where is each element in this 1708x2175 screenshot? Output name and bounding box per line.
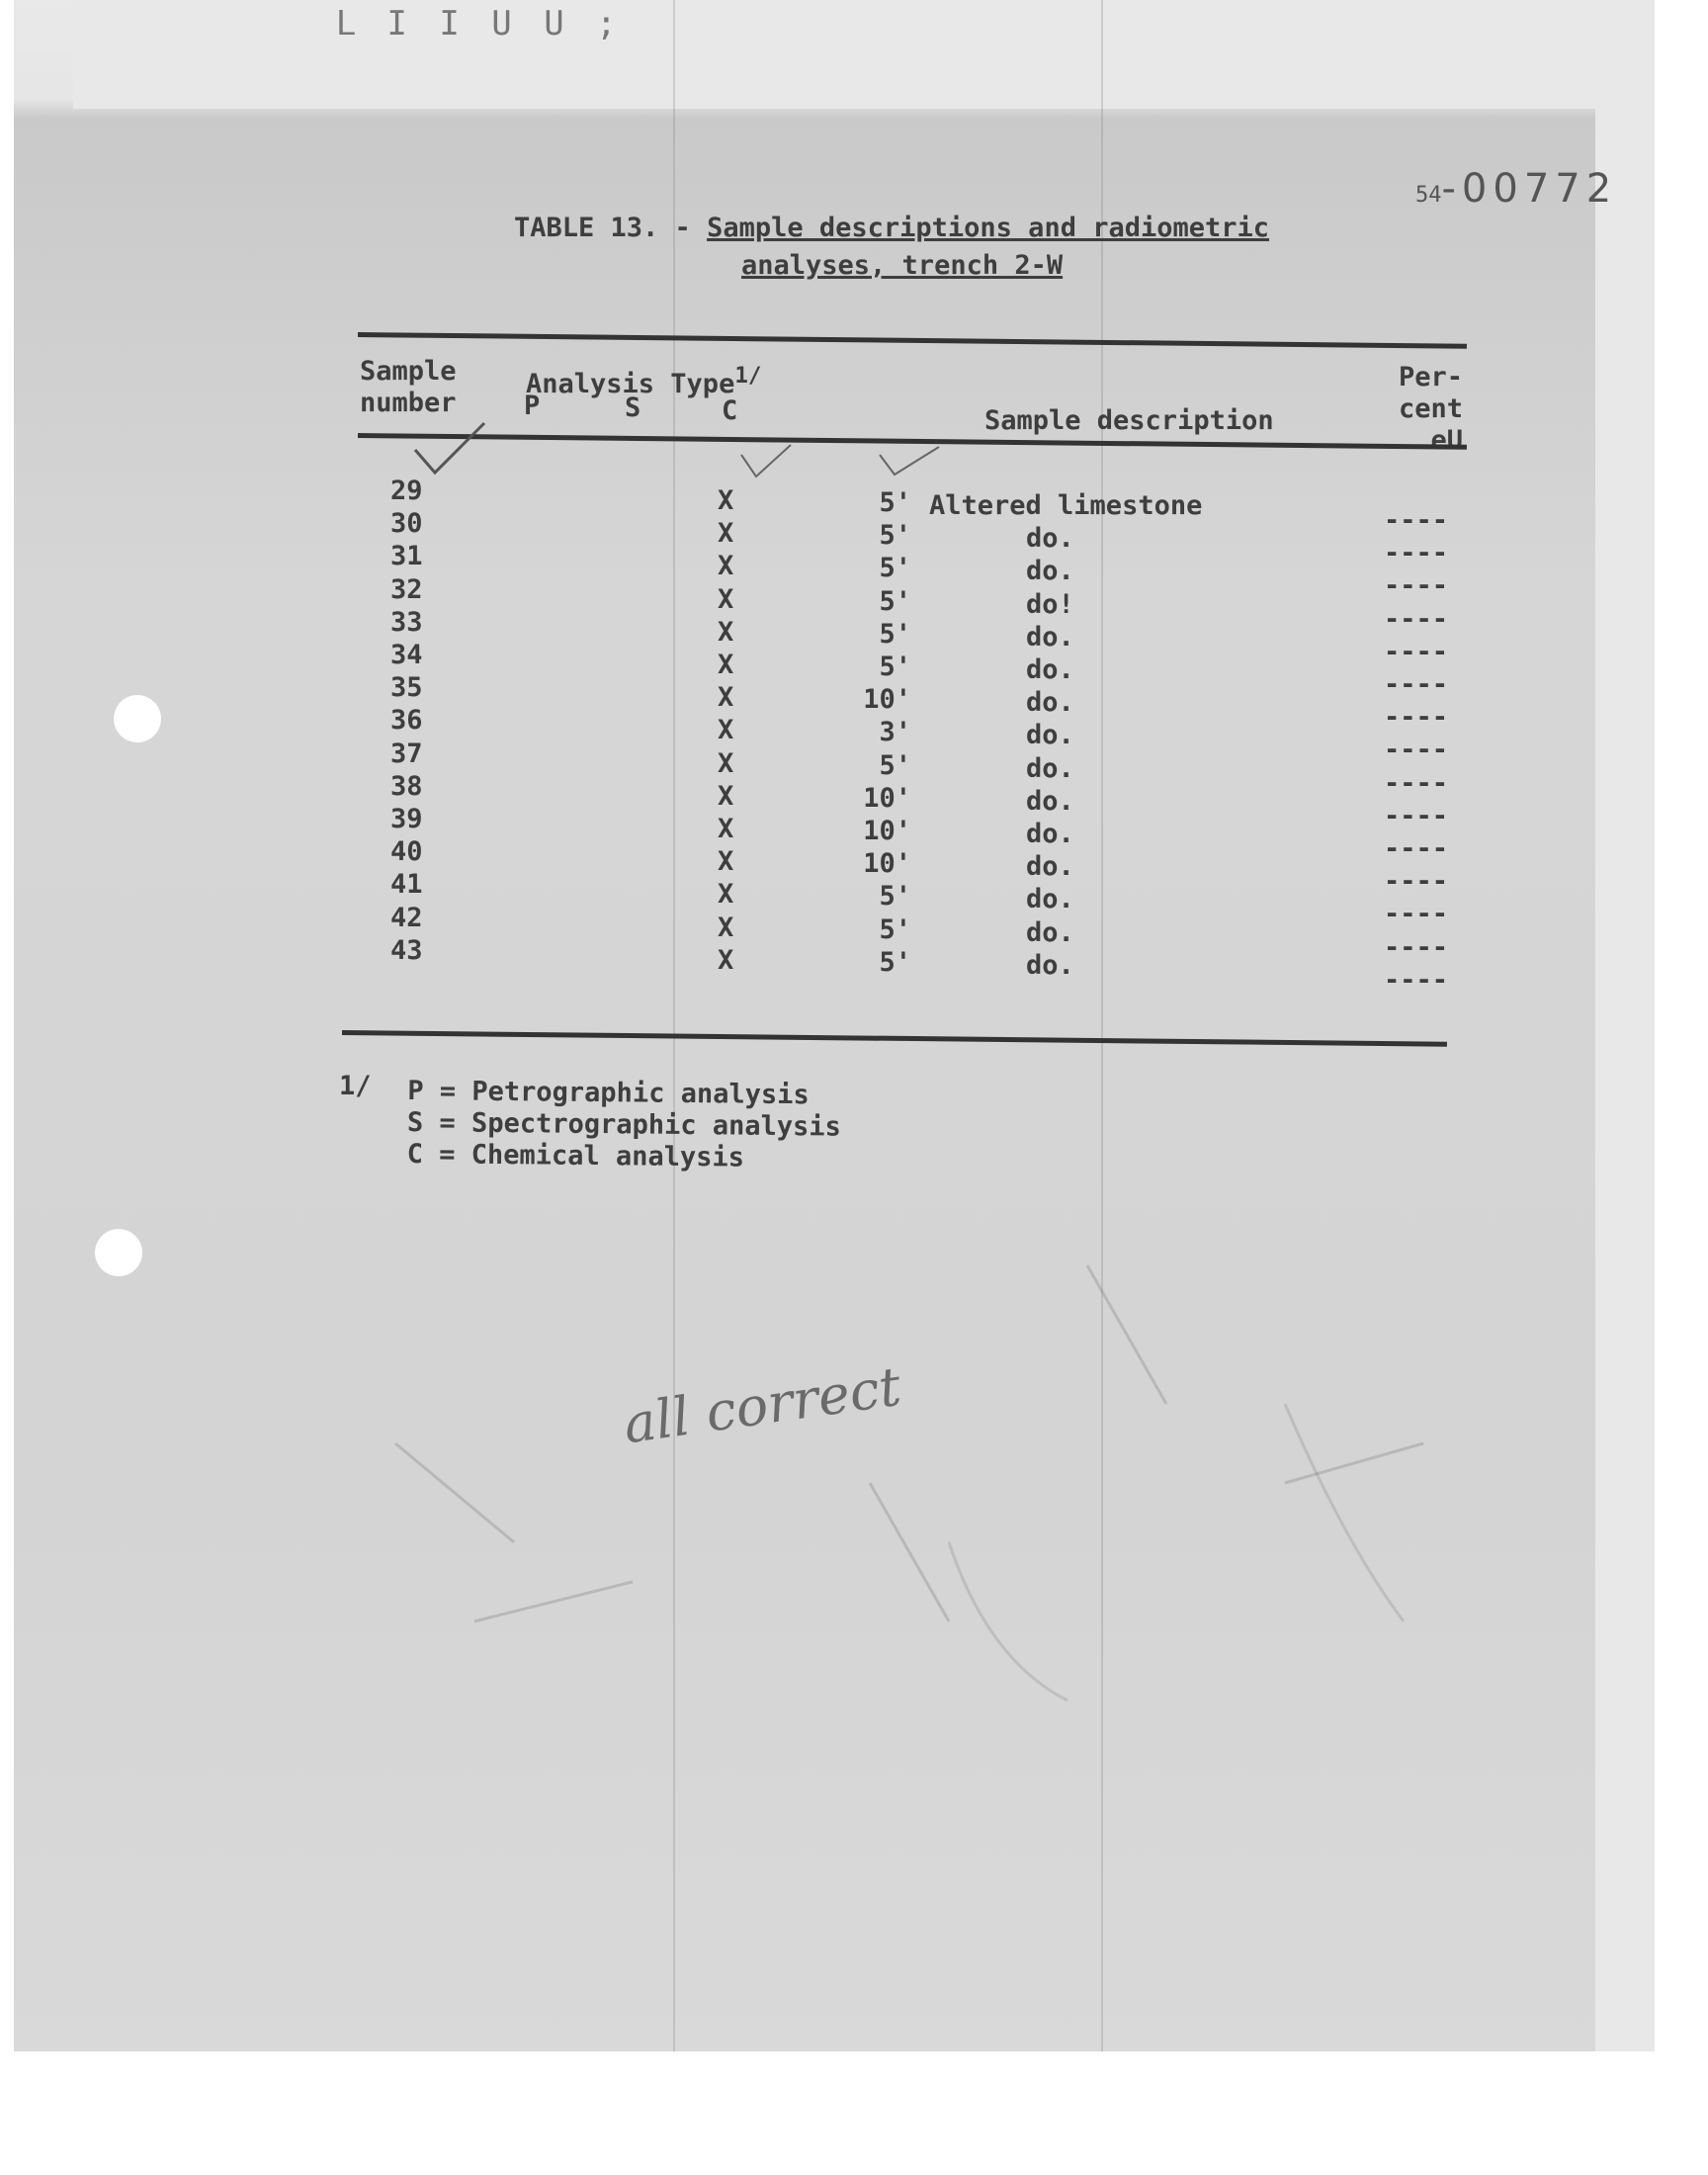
sample-description-cell: do. [1026, 720, 1074, 751]
footnote-line: S = Spectrographic analysis [406, 1107, 842, 1143]
sample-length-cell: 10' [863, 848, 911, 880]
col-header-sample: Sample number [360, 356, 457, 418]
sample-description-cell: do. [1026, 916, 1074, 948]
chemical-analysis-cell: X [718, 682, 734, 714]
sample-number-cell: 43 [390, 934, 423, 966]
sample-description-cell: do. [1026, 654, 1074, 685]
sample-length-cell: 5' [879, 881, 911, 913]
table-title-line2: analyses, trench 2-W [741, 250, 1064, 281]
sample-description-cell: do. [1026, 884, 1074, 915]
sample-description-cell: do. [1026, 851, 1074, 883]
sample-number-cell: 38 [390, 770, 423, 802]
sample-length-cell: 5' [879, 618, 911, 650]
sample-number-cell: 37 [390, 738, 423, 769]
col-header-s: S [625, 392, 641, 423]
sample-description-cell: do. [1026, 523, 1074, 555]
sample-length-cell: 10' [863, 684, 911, 716]
sample-number-cell: 42 [390, 902, 423, 933]
chemical-analysis-cell: X [718, 485, 734, 516]
sample-length-cell: 3' [879, 717, 911, 748]
chemical-analysis-cell: X [718, 814, 734, 844]
percent-eu-cell: ---- [1384, 570, 1449, 602]
sample-length-cell: 5' [879, 553, 911, 584]
sample-length-cell: 5' [879, 914, 911, 945]
stamp-prefix: 54 [1415, 183, 1442, 208]
sample-description-cell: do. [1026, 621, 1074, 652]
sample-number-cell: 36 [390, 705, 423, 737]
pencil-scribble [395, 1265, 1423, 1621]
sample-number-cell: 33 [390, 606, 423, 638]
sample-description-cell: do. [1026, 949, 1074, 981]
check-mark-icon [415, 423, 484, 473]
col-header-percent: Per- cent eU [1398, 362, 1463, 456]
chemical-analysis-cell: X [718, 650, 734, 680]
sample-description-cell: do. [1026, 556, 1074, 587]
table-title-line1: Sample descriptions and radiometric [707, 213, 1270, 243]
sample-length-cell: 5' [879, 520, 911, 552]
chemical-analysis-cell: X [718, 944, 734, 976]
sample-length-cell: 5' [879, 946, 911, 978]
table-title-label: TABLE 13. - [514, 213, 691, 243]
sample-description-cell: do. [1026, 752, 1074, 784]
footnote-marker: 1/ [339, 1071, 372, 1101]
percent-eu-cell: ---- [1384, 538, 1449, 569]
chemical-analysis-cell: X [718, 879, 734, 911]
percent-eu-cell: ---- [1384, 931, 1449, 963]
header-code: ᒪ I I U U ; [336, 4, 623, 44]
percent-eu-cell: ---- [1384, 669, 1449, 700]
check-mark-icon [741, 445, 791, 477]
sample-length-cell: 5' [879, 585, 911, 617]
percent-eu-cell: ---- [1384, 735, 1449, 766]
col-header-analysis: Analysis Type$^{1/}$ [526, 363, 762, 399]
sample-number-cell: 41 [390, 869, 423, 901]
sample-number-cell: 35 [390, 672, 423, 704]
percent-eu-cell: ---- [1384, 833, 1449, 864]
sample-number-cell: 40 [390, 836, 423, 868]
chemical-analysis-cell: X [718, 846, 734, 878]
percent-eu-cell: ---- [1384, 636, 1449, 667]
col-header-description: Sample description [984, 405, 1274, 436]
sample-number-cell: 39 [390, 804, 423, 834]
percent-eu-cell: ---- [1384, 866, 1449, 898]
sample-number-cell: 30 [390, 508, 423, 540]
pencil-scribble [949, 1404, 1404, 1700]
percent-eu-cell: ---- [1384, 505, 1449, 536]
sample-description-cell: do. [1026, 819, 1074, 849]
chemical-analysis-cell: X [718, 747, 734, 779]
chemical-analysis-cell: X [718, 551, 734, 582]
chemical-analysis-cell: X [718, 583, 734, 615]
stamp-number: -00772 [1441, 166, 1618, 212]
sample-number-cell: 32 [390, 573, 423, 605]
percent-eu-cell: ---- [1384, 702, 1449, 734]
sample-number-cell: 34 [390, 640, 423, 670]
sample-description-cell: do. [1026, 785, 1074, 817]
chemical-analysis-cell: X [718, 912, 734, 943]
sample-length-cell: 5' [879, 487, 911, 518]
percent-eu-cell: ---- [1384, 603, 1449, 635]
chemical-analysis-cell: X [718, 715, 734, 746]
sample-description-cell: Altered limestone [929, 490, 1203, 521]
sample-length-cell: 10' [863, 816, 911, 846]
sample-length-cell: 5' [879, 749, 911, 781]
chemical-analysis-cell: X [718, 780, 734, 812]
sample-length-cell: 10' [863, 782, 911, 814]
sample-description-cell: do. [1026, 687, 1074, 719]
percent-eu-cell: ---- [1384, 964, 1449, 996]
check-mark-icon [880, 447, 939, 475]
col-header-p: P [524, 391, 541, 421]
sample-description-cell: do! [1026, 588, 1074, 620]
percent-eu-cell: ---- [1384, 767, 1449, 799]
footnote-ref: 1/ [734, 363, 762, 389]
chemical-analysis-cell: X [718, 616, 734, 648]
footnote-line: P = Petrographic analysis [407, 1076, 810, 1111]
sample-length-cell: 5' [879, 652, 911, 682]
col-header-c: C [722, 395, 738, 426]
percent-eu-cell: ---- [1384, 800, 1449, 831]
sample-number-cell: 29 [390, 476, 423, 506]
handwritten-note: all correct [619, 1354, 905, 1456]
footnote-line: C = Chemical analysis [406, 1138, 745, 1174]
chemical-analysis-cell: X [718, 518, 734, 550]
sample-number-cell: 31 [390, 541, 423, 572]
percent-eu-cell: ---- [1384, 899, 1449, 930]
